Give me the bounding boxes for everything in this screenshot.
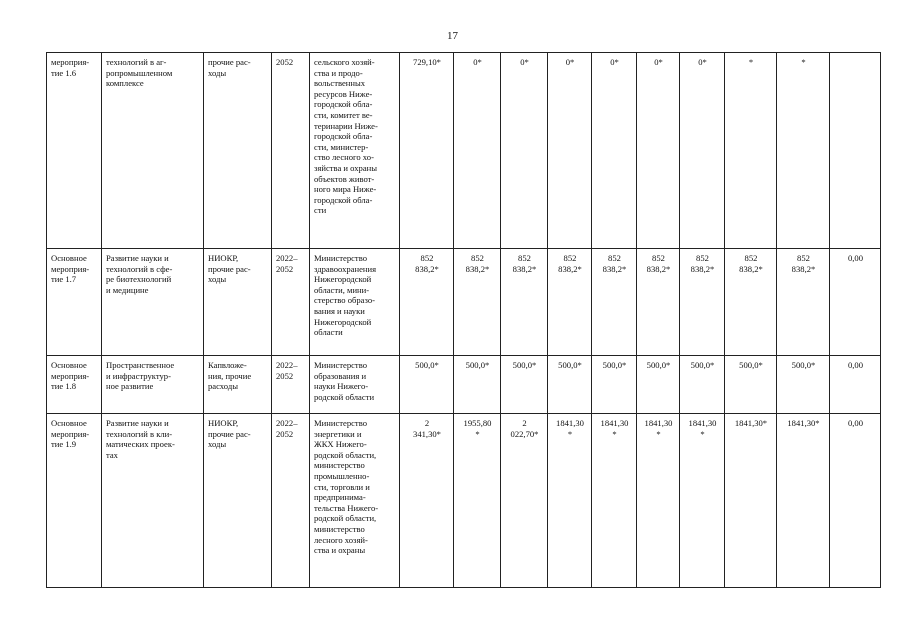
value-cell: 1841,30 * bbox=[548, 414, 592, 588]
period-cell: 2052 bbox=[272, 53, 310, 249]
table-row bbox=[47, 414, 881, 588]
total-cell: 0,00 bbox=[830, 249, 881, 356]
value-cell: 729,10* bbox=[400, 53, 454, 249]
value-cell: 500,0* bbox=[454, 356, 501, 414]
value-cell: 0* bbox=[637, 53, 680, 249]
value-cell: 500,0* bbox=[501, 356, 548, 414]
cost-type-cell: НИОКР, прочие рас- ходы bbox=[204, 414, 272, 588]
value-cell: 1841,30 * bbox=[680, 414, 725, 588]
cost-type-cell: Капвложе- ния, прочие расходы bbox=[204, 356, 272, 414]
value-cell: 852 838,2* bbox=[725, 249, 777, 356]
value-cell: 0* bbox=[680, 53, 725, 249]
value-cell: 852 838,2* bbox=[400, 249, 454, 356]
executor-cell: Министерство образования и науки Нижего- родской области bbox=[310, 356, 400, 414]
value-cell: 852 838,2* bbox=[454, 249, 501, 356]
total-cell bbox=[830, 53, 881, 249]
value-cell: 500,0* bbox=[637, 356, 680, 414]
value-cell: 500,0* bbox=[548, 356, 592, 414]
event-cell: Основное мероприя- тие 1.8 bbox=[47, 356, 102, 414]
event-name-cell: Развитие науки и технологий в сфе- ре биотехнологий и медицине bbox=[102, 249, 204, 356]
value-cell: * bbox=[777, 53, 830, 249]
period-cell: 2022– 2052 bbox=[272, 414, 310, 588]
value-cell: 852 838,2* bbox=[680, 249, 725, 356]
event-name-cell: технологий в аг- ропромышленном комплексе bbox=[102, 53, 204, 249]
value-cell: * bbox=[725, 53, 777, 249]
value-cell: 500,0* bbox=[680, 356, 725, 414]
value-cell: 500,0* bbox=[400, 356, 454, 414]
value-cell: 1841,30 * bbox=[637, 414, 680, 588]
value-cell: 852 838,2* bbox=[548, 249, 592, 356]
page-number: 17 bbox=[447, 30, 458, 42]
executor-cell: Министерство здравоохранения Нижегородской области, мини- стерство образо- вания и науки Нижегородской области bbox=[310, 249, 400, 356]
event-cell: Основное мероприя- тие 1.7 bbox=[47, 249, 102, 356]
value-cell: 852 838,2* bbox=[501, 249, 548, 356]
value-cell: 2 341,30* bbox=[400, 414, 454, 588]
total-cell: 0,00 bbox=[830, 356, 881, 414]
period-cell: 2022– 2052 bbox=[272, 356, 310, 414]
value-cell: 1841,30* bbox=[777, 414, 830, 588]
value-cell: 852 838,2* bbox=[637, 249, 680, 356]
value-cell: 2 022,70* bbox=[501, 414, 548, 588]
cost-type-cell: НИОКР, прочие рас- ходы bbox=[204, 249, 272, 356]
value-cell: 500,0* bbox=[725, 356, 777, 414]
table-row bbox=[47, 53, 881, 249]
value-cell: 1841,30 * bbox=[592, 414, 637, 588]
total-cell: 0,00 bbox=[830, 414, 881, 588]
executor-cell: Министерство энергетики и ЖКХ Нижего- родской области, министерство промышленно- сти, торговли и предпринима- тельства Нижего- родской области, министерство лесного хозяй- ства и охраны bbox=[310, 414, 400, 588]
value-cell: 0* bbox=[548, 53, 592, 249]
value-cell: 852 838,2* bbox=[592, 249, 637, 356]
program-events-table bbox=[46, 52, 881, 588]
value-cell: 852 838,2* bbox=[777, 249, 830, 356]
period-cell: 2022– 2052 bbox=[272, 249, 310, 356]
value-cell: 1841,30* bbox=[725, 414, 777, 588]
event-name-cell: Пространственное и инфраструктур- ное развитие bbox=[102, 356, 204, 414]
value-cell: 0* bbox=[501, 53, 548, 249]
value-cell: 500,0* bbox=[777, 356, 830, 414]
table-row bbox=[47, 356, 881, 414]
value-cell: 0* bbox=[454, 53, 501, 249]
value-cell: 500,0* bbox=[592, 356, 637, 414]
value-cell: 1955,80 * bbox=[454, 414, 501, 588]
event-cell: Основное мероприя- тие 1.9 bbox=[47, 414, 102, 588]
event-cell: мероприя- тие 1.6 bbox=[47, 53, 102, 249]
cost-type-cell: прочие рас- ходы bbox=[204, 53, 272, 249]
table-row bbox=[47, 249, 881, 356]
event-name-cell: Развитие науки и технологий в кли- матических проек- тах bbox=[102, 414, 204, 588]
value-cell: 0* bbox=[592, 53, 637, 249]
executor-cell: сельского хозяй- ства и продо- вольственных ресурсов Ниже- городской обла- сти, комитет ве- теринарии Ниже- городской обла- сти, министер- ство лесного хо- зяйства и охраны объектов живот- ного мира Ниже- городской обла- сти bbox=[310, 53, 400, 249]
